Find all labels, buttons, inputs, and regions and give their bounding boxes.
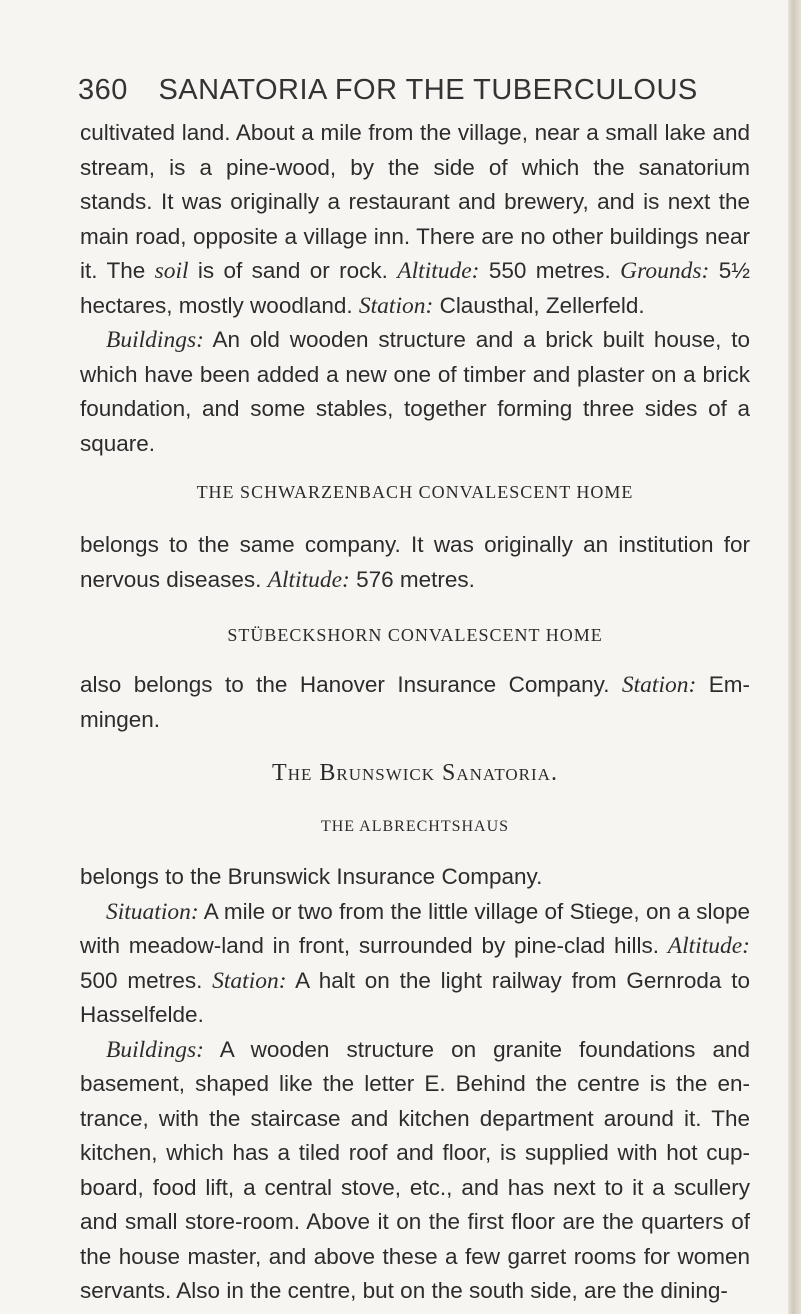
paragraph-buildings [80, 323, 750, 461]
text-run: An old wooden structure and a brick built house, to which have been added a new one of timber and plaster on a brick foundation, and some stables, together forming three sides of a square. [80, 327, 750, 456]
italic-label: Situation: [106, 898, 199, 925]
text-run: also belongs to the Hanover Insurance Company. [80, 672, 622, 697]
text-run: Em-mingen. [80, 672, 750, 732]
body-text-block-3 [80, 668, 750, 737]
text-run: is of sand or rock. [188, 258, 398, 283]
body-text-block-1 [80, 116, 750, 461]
paragraph-situation [80, 895, 750, 1033]
paragraph-schwarzenbach [80, 528, 750, 597]
text-run: Clausthal, Zellerfeld. [433, 292, 645, 318]
italic-label: Buildings: [106, 327, 204, 353]
text-run: A mile or two from the little village of Stiege, on a slope with meadow-land in front, surrounded by pine-clad hills. [80, 898, 750, 958]
text-run: cultivated land. About a mile from the village, near a small lake and stream, is a pine-wood, by the side of which the sanatorium stands. It was originally a restaurant and brewery, and is next the main road, opposite a village inn. There are no other buildings near it. The [80, 120, 750, 283]
italic-label: Grounds: [620, 258, 710, 284]
text-run: 5½ hectares, mostly woodland. [80, 258, 751, 318]
text-run: A halt on the light railway from Gernroda to Hasselfelde. [80, 967, 750, 1027]
italic-label: Station: [358, 292, 434, 319]
text-run: 550 metres. [479, 258, 621, 283]
text-run: belongs to the same company. It was originally an institution for nervous diseases. [80, 532, 750, 592]
section-heading-albrechtshaus: THE ALBRECHTSHAUS [320, 818, 510, 835]
italic-label: Altitude: [667, 933, 750, 959]
text-run: 576 metres. [349, 566, 475, 592]
running-title: SANATORIA FOR THE TUBERCULOUS [158, 74, 698, 106]
page-edge-shadow [788, 0, 801, 1314]
italic-label: soil [154, 258, 189, 284]
running-header [78, 74, 758, 107]
paragraph-albrechtshaus: belongs to the Brunswick Insurance Company. [80, 864, 543, 889]
body-text-block-4 [80, 860, 750, 1309]
chapter-heading-brunswick: The Brunswick Sanatoria. [272, 760, 558, 786]
italic-label: Buildings: [106, 1036, 204, 1063]
section-heading-schwarzenbach: THE SCHWARZENBACH CONVALESCENT HOME [196, 482, 634, 502]
page-number: 360 [78, 74, 128, 106]
italic-label: Station: [621, 672, 697, 698]
italic-label: Station: [212, 967, 287, 994]
italic-label: Altitude: [397, 258, 480, 284]
italic-label: Altitude: [267, 566, 350, 593]
section-heading-stubeckshorn: STÜBECKSHORN CONVALESCENT HOME [227, 625, 603, 645]
paragraph-buildings-albrechtshaus [80, 1033, 750, 1309]
text-run: A wooden structure on granite foundations and basement, shaped like the letter E. Behind the centre is the en-trance, with the staircase and kitchen department around it. The kitchen, which has a tiled roof and floor, is supplied with hot cup-board, food lift, a central stove, etc., and has next to it a scullery and small store-room. Above it on the first floor are the quarters of the house master, and above these a few garret rooms for women servants. Also in the centre, but on the south side, are the dining- [80, 1036, 750, 1303]
paragraph-stubeckshorn [80, 668, 750, 737]
paragraph-continued [80, 116, 750, 323]
body-text-block-2 [80, 528, 750, 597]
text-run: 500 metres. [80, 967, 213, 993]
